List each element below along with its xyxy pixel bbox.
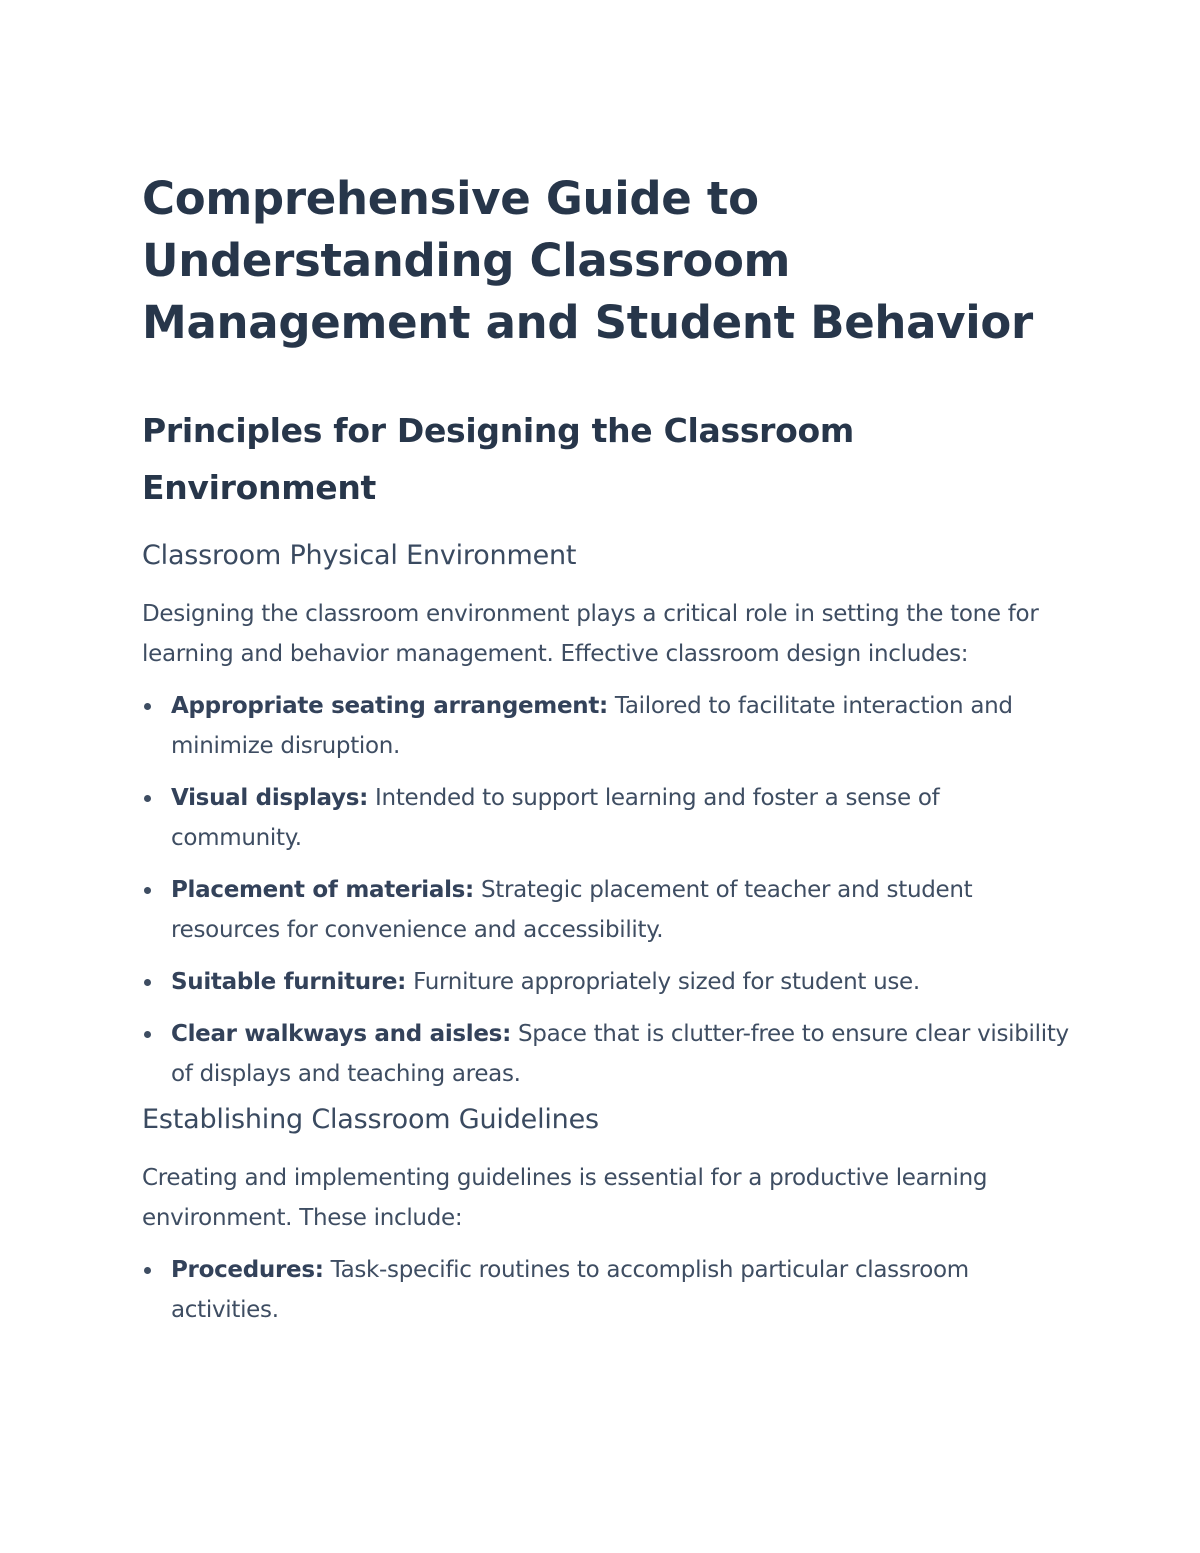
list-item-term: Visual displays: (171, 785, 369, 811)
bullet-icon (144, 1031, 151, 1038)
list-item (142, 778, 1072, 858)
list-item-text: Intended to support learning and foster a sense of community. (171, 785, 940, 851)
classroom-guidelines-section (142, 1100, 1072, 1330)
list-item-text: Space that is clutter-free to ensure clear visibility of displays and teaching areas. (171, 1021, 1069, 1087)
list-item-term: Appropriate seating arrangement: (171, 693, 608, 719)
list-item-text: Strategic placement of teacher and student resources for convenience and accessibility. (171, 877, 973, 943)
physical-environment-heading: Classroom Physical Environment (142, 540, 577, 571)
list-item (142, 962, 1072, 1002)
bullet-icon (144, 703, 151, 710)
bullet-icon (144, 1267, 151, 1274)
list-item (142, 1014, 1072, 1094)
physical-environment-section (142, 536, 1072, 1094)
list-item-term: Suitable furniture: (171, 969, 407, 995)
physical-environment-intro: Designing the classroom environment plays a critical role in setting the tone for learning and behavior management. Effective classroom design includes: (142, 601, 1039, 667)
document-title: Comprehensive Guide to Understanding Classroom Management and Student Behavior (142, 172, 1033, 349)
bullet-icon (144, 795, 151, 802)
bullet-icon (144, 887, 151, 894)
bullet-icon (144, 979, 151, 986)
list-item-term: Placement of materials: (171, 877, 474, 903)
list-item-term: Clear walkways and aisles: (171, 1021, 511, 1047)
section-heading: Principles for Designing the Classroom Environment (142, 411, 854, 507)
classroom-guidelines-intro: Creating and implementing guidelines is essential for a productive learning environment. These include: (142, 1165, 988, 1231)
list-item (142, 686, 1072, 766)
list-item-text: Tailored to facilitate interaction and minimize disruption. (171, 693, 1013, 759)
classroom-guidelines-heading: Establishing Classroom Guidelines (142, 1104, 599, 1135)
list-item-term: Procedures: (171, 1257, 324, 1283)
list-item (142, 870, 1072, 950)
physical-environment-list (142, 686, 1072, 1094)
classroom-guidelines-list (142, 1250, 1072, 1330)
list-item-text: Furniture appropriately sized for student use. (406, 969, 920, 995)
document-body (142, 168, 1072, 1330)
list-item-text: Task-specific routines to accomplish particular classroom activities. (171, 1257, 969, 1323)
list-item (142, 1250, 1072, 1330)
